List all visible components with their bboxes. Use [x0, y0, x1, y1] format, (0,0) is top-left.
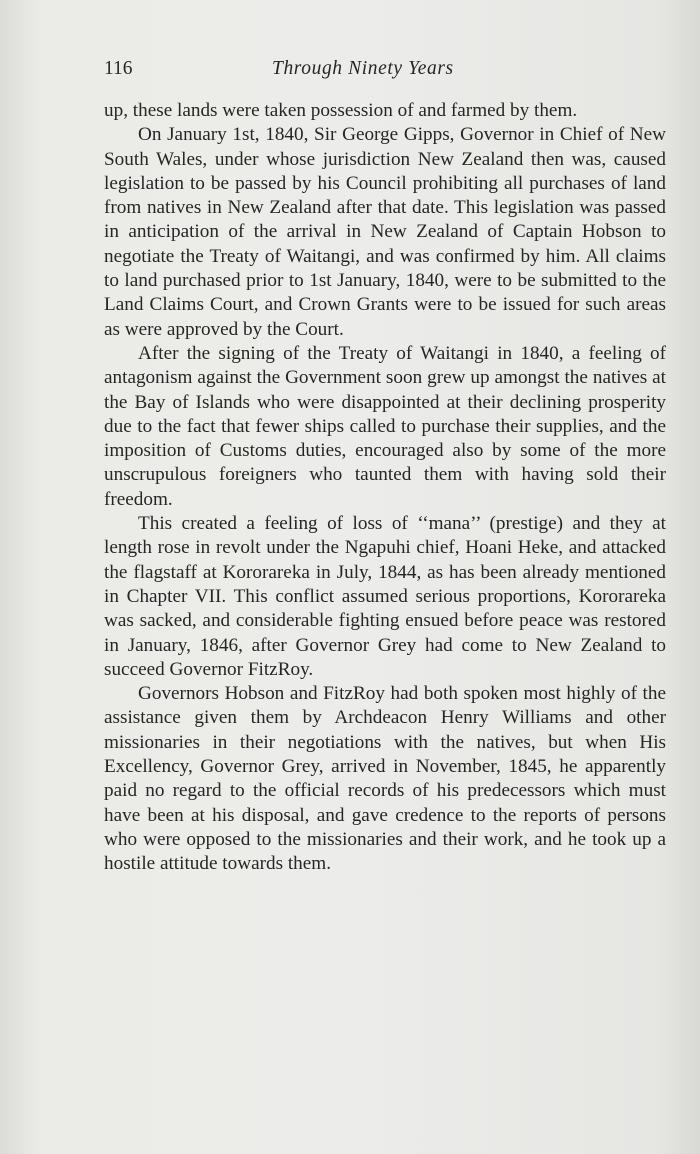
- running-title: Through Ninety Years: [272, 58, 454, 79]
- paragraph-revolt: This created a feeling of loss of ‘‘mana’’ (prestige) and they at length rose in revolt under the Ngapuhi chief, Hoani Heke, and attacked the flagstaff at Kororareka in July, 1844, as has been already mentioned in Chapter VII. This conflict assumed serious proportions, Kororareka was sacked, and considerable fighting ensued before peace was restored in January, 1846, after Governor Grey had come to New Zealand to succeed Governor FitzRoy.: [104, 513, 666, 680]
- paragraph-antagonism: After the signing of the Treaty of Waitangi in 1840, a feeling of antagonism against the Government soon grew up amongst the natives at the Bay of Islands who were disappointed at their declining prosperity due to the fact that fewer ships called to purchase their supplies, and the imposition of Customs duties, encouraged also by some of the more unscrupulous foreigners who taunted them with having sold their freedom.: [104, 342, 666, 510]
- paragraph-governor-grey: Governors Hobson and FitzRoy had both spoken most highly of the assistance given them by Archdeacon Henry Williams and other missionaries in their negotiations with the natives, but when His Excellency, Governor Grey, arrived in November, 1845, he apparently paid no regard to the official records of his predecessors which must have been at his disposal, and gave credence to the reports of persons who were opposed to the missionaries and their work, and he took up a hostile attitude towards them.: [104, 683, 666, 875]
- page-number: 116: [104, 58, 133, 79]
- paragraph-gipps-legislation: On January 1st, 1840, Sir George Gipps, Governor in Chief of New South Wales, under whose jurisdiction New Zealand then was, caused legislation to be passed by his Council prohibiting all purchases of land from natives in New Zealand after that date. This legislation was passed in anticipation of the arrival in New Zealand of Captain Hobson to negotiate the Treaty of Waitangi, and was confirmed by him. All claims to land purchased prior to 1st January, 1840, were to be submitted to the Land Claims Court, and Crown Grants were to be issued for such areas as were approved by the Court.: [104, 124, 666, 340]
- paragraph-continued: up, these lands were taken possession of and farmed by them.: [104, 100, 578, 121]
- body-text: [104, 99, 666, 877]
- page-header: [104, 58, 666, 86]
